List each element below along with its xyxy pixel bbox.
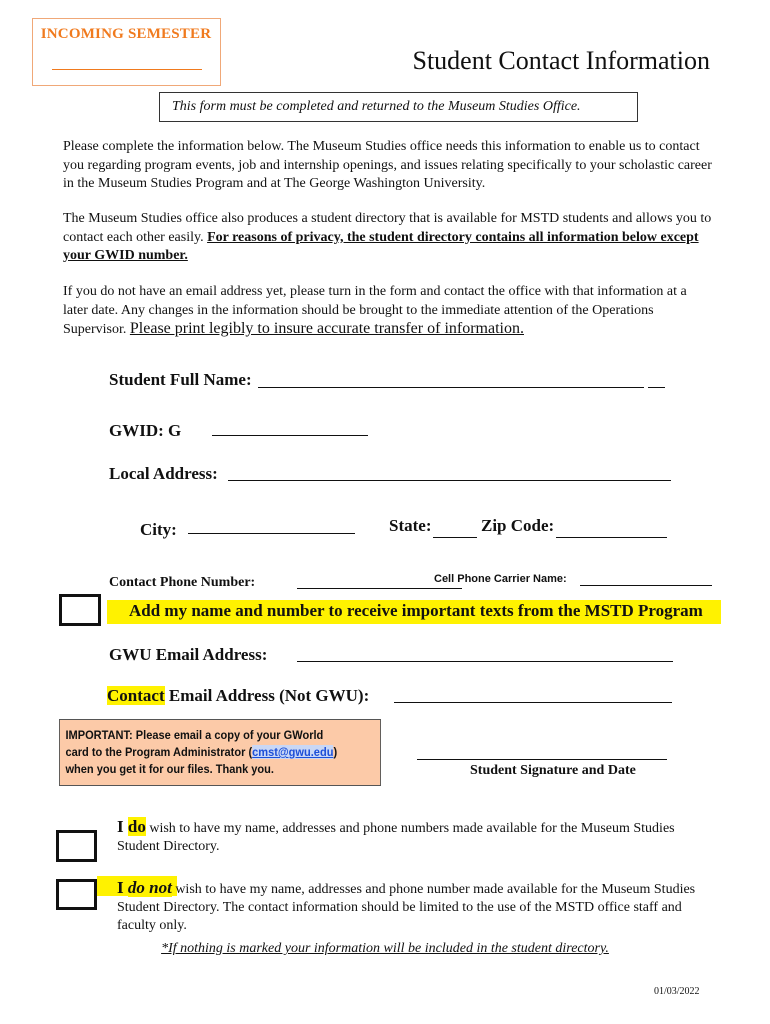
opt-in-lead: I	[117, 817, 128, 836]
full-name-field[interactable]	[258, 387, 644, 388]
important-line-1: IMPORTANT: Please email a copy of your GWorld	[65, 728, 324, 742]
contact-email-field[interactable]	[394, 702, 672, 703]
zip-label: Zip Code:	[481, 516, 555, 535]
semester-input-line[interactable]	[52, 69, 202, 70]
important-line-2	[65, 744, 374, 761]
important-line-2-post: )	[333, 745, 338, 759]
cell-carrier-label: Cell Phone Carrier Name:	[434, 573, 567, 585]
contact-email-label-text: Email Address (Not GWU):	[164, 686, 370, 705]
notice-box: This form must be completed and returned to the Museum Studies Office.	[159, 92, 638, 122]
city-label: City:	[140, 520, 177, 539]
form-date: 01/03/2022	[654, 986, 700, 997]
gwu-email-field[interactable]	[297, 661, 673, 662]
opt-in-emphasis: do	[127, 817, 146, 836]
zip-field[interactable]	[556, 537, 667, 538]
gwu-email-label: GWU Email Address:	[109, 645, 268, 664]
important-notice-box	[59, 719, 381, 786]
privacy-notice: For reasons of privacy, the student directory contains all information below except your GWID number.	[63, 229, 699, 263]
text-optin-label: Add my name and number to receive important texts from the MSTD Program	[107, 600, 721, 624]
signature-field[interactable]	[417, 759, 667, 760]
directory-opt-out-checkbox[interactable]	[56, 879, 97, 910]
contact-email-label	[107, 686, 369, 706]
intro-paragraph-3-text: If you do not have an email address yet, please turn in the form and contact the office with that information at a later date. Any changes in the information should be brought to the immediate attention of the Operations Supervisor.	[63, 284, 687, 337]
page-title: Student Contact Information	[412, 46, 710, 75]
local-address-label: Local Address:	[109, 464, 218, 483]
cell-carrier-field[interactable]	[580, 585, 712, 586]
contact-highlight: Contact	[107, 686, 165, 705]
full-name-label: Student Full Name:	[109, 370, 252, 389]
contact-phone-field[interactable]	[297, 588, 462, 589]
semester-box	[32, 18, 221, 86]
intro-paragraph-3	[63, 283, 713, 340]
intro-paragraph-1: Please complete the information below. The Museum Studies office needs this information to enable us to contact you regarding program events, job and internship openings, and issues relating specifically to your scholastic career in the Museum Studies Program and at The George Washington University.	[63, 139, 712, 191]
intro-paragraph-2-text: The Museum Studies office also produces a student directory that is available for MSTD students and allows you to contact each other easily.	[63, 211, 712, 245]
contact-phone-label: Contact Phone Number:	[109, 575, 256, 590]
print-legibly-notice: Please print legibly to insure accurate transfer of information.	[129, 320, 524, 337]
directory-opt-in-checkbox[interactable]	[56, 830, 97, 862]
semester-label: INCOMING SEMESTER	[40, 26, 212, 42]
local-address-field[interactable]	[228, 480, 671, 481]
state-field[interactable]	[433, 537, 477, 538]
city-field[interactable]	[188, 533, 355, 534]
opt-out-emphasis: do not	[127, 878, 172, 897]
gwid-field[interactable]	[212, 435, 368, 436]
signature-label: Student Signature and Date	[470, 763, 636, 778]
intro-paragraph-2	[63, 210, 713, 266]
important-line-3: when you get it for our files. Thank you.	[65, 762, 274, 776]
gwid-label: GWID: G	[109, 421, 182, 440]
directory-opt-out-text	[117, 879, 697, 935]
important-line-2-pre: card to the Program Administrator (	[65, 745, 253, 759]
opt-out-body: wish to have my name, addresses and phone number made available for the Museum Studies Student Directory. The contact information should be limited to the use of the MSTD office staff and faculty only.	[117, 882, 696, 933]
state-label: State:	[389, 516, 432, 535]
opt-in-body: wish to have my name, addresses and phone numbers made available for the Museum Studies Student Directory.	[117, 821, 675, 854]
full-name-field-tail	[648, 387, 665, 388]
directory-opt-in-text	[117, 818, 697, 856]
admin-email-link[interactable]: cmst@gwu.edu	[252, 745, 334, 759]
text-optin-checkbox[interactable]	[59, 594, 101, 626]
directory-footnote: *If nothing is marked your information will be included in the student directory.	[161, 941, 609, 956]
opt-out-lead: I	[117, 878, 128, 897]
